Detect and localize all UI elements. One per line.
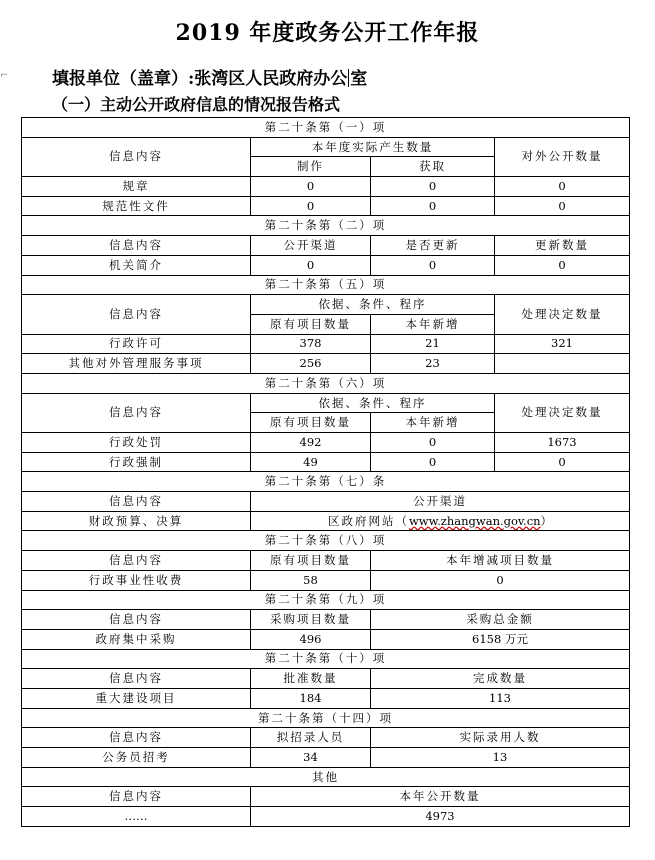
section-header: 第二十条第（一）项 [22, 118, 630, 138]
table-row [22, 629, 630, 649]
reporting-unit [52, 64, 367, 89]
table-row [22, 570, 630, 590]
col-header-info: 信息内容 [22, 295, 251, 334]
row-label: 公务员招考 [22, 748, 251, 768]
col-header-info: 信息内容 [22, 787, 251, 807]
table-row [22, 236, 630, 256]
table-row [22, 688, 630, 708]
cell-value: 492 [251, 433, 371, 453]
cell-value: 21 [371, 334, 495, 354]
table-row [22, 452, 630, 472]
row-label: 行政处罚 [22, 433, 251, 453]
channel-text-end: ） [540, 513, 553, 528]
cell-value: 1673 [495, 433, 630, 453]
cell-value: 0 [251, 255, 371, 275]
col-header-done: 完成数量 [371, 669, 630, 689]
section-header-row [22, 472, 630, 492]
col-header-planned: 拟招录人员 [251, 728, 371, 748]
row-label: 其他对外管理服务事项 [22, 354, 251, 374]
cell-value: 58 [251, 570, 371, 590]
table-row [22, 551, 630, 571]
row-label: …… [22, 807, 251, 827]
section-header-row [22, 216, 630, 236]
cell-value: 34 [251, 748, 371, 768]
col-header-public: 本年公开数量 [251, 787, 630, 807]
col-header-count: 采购项目数量 [251, 610, 371, 630]
cell-value: 13 [371, 748, 630, 768]
table-row [22, 255, 630, 275]
cell-value: 0 [371, 433, 495, 453]
cell-value: 0 [371, 452, 495, 472]
cell-value: 0 [371, 255, 495, 275]
col-header-channel: 公开渠道 [251, 236, 371, 256]
channel-text: 区政府网站（ [327, 513, 409, 528]
col-header-approved: 批准数量 [251, 669, 371, 689]
col-header-info: 信息内容 [22, 393, 251, 432]
cell-value: 0 [371, 570, 630, 590]
cell-value: 0 [495, 452, 630, 472]
cell-value [251, 511, 630, 531]
cell-value: 0 [251, 177, 371, 197]
col-header-decision: 处理决定数量 [495, 393, 630, 432]
cell-value: 4973 [251, 807, 630, 827]
section-header: 第二十条第（八）项 [22, 531, 630, 551]
table-row [22, 492, 630, 512]
table-row [22, 511, 630, 531]
col-header-existing: 原有项目数量 [251, 551, 371, 571]
row-label: 机关简介 [22, 255, 251, 275]
table-row [22, 728, 630, 748]
section-header: 第二十条第（九）项 [22, 590, 630, 610]
section-header: 第二十条第（五）项 [22, 275, 630, 295]
col-header-channel: 公开渠道 [251, 492, 630, 512]
table-row [22, 807, 630, 827]
row-label: 规章 [22, 177, 251, 197]
col-header-updated: 是否更新 [371, 236, 495, 256]
col-header-total: 采购总金额 [371, 610, 630, 630]
cell-value: 0 [495, 177, 630, 197]
report-table [21, 117, 630, 827]
section-header: 第二十条第（二）项 [22, 216, 630, 236]
cell-value: 256 [251, 354, 371, 374]
col-header-existing: 原有项目数量 [251, 314, 371, 334]
row-label: 行政强制 [22, 452, 251, 472]
section-subtitle: （一）主动公开政府信息的情况报告格式 [52, 95, 341, 114]
cell-value: 0 [371, 177, 495, 197]
col-header-decision: 处理决定数量 [495, 295, 630, 334]
table-row [22, 354, 630, 374]
col-header-new: 本年新增 [371, 413, 495, 433]
section-header-row [22, 649, 630, 669]
col-header-info: 信息内容 [22, 137, 251, 176]
table-row [22, 196, 630, 216]
table-row [22, 610, 630, 630]
cell-value: 378 [251, 334, 371, 354]
row-label: 规范性文件 [22, 196, 251, 216]
col-header-make: 制作 [251, 157, 371, 177]
reporting-unit-name: 张湾区人民政府办公 [194, 69, 348, 89]
section-header-row [22, 118, 630, 138]
cell-value: 0 [371, 196, 495, 216]
website-url: www.zhangwan.gov.cn [408, 513, 541, 528]
cell-value: 0 [251, 196, 371, 216]
row-label: 重大建设项目 [22, 688, 251, 708]
section-header-row [22, 531, 630, 551]
cell-value: 23 [371, 354, 495, 374]
col-header-info: 信息内容 [22, 492, 251, 512]
col-header-obtain: 获取 [371, 157, 495, 177]
cell-value: 184 [251, 688, 371, 708]
cell-value: 0 [495, 255, 630, 275]
section-header: 第二十条第（十）项 [22, 649, 630, 669]
report-title: 2019 年度政务公开工作年报 [175, 20, 480, 46]
table-row [22, 787, 630, 807]
section-header: 其他 [22, 767, 630, 787]
col-header-new: 本年新增 [371, 314, 495, 334]
section-header-row [22, 708, 630, 728]
col-header-info: 信息内容 [22, 728, 251, 748]
cell-value: 321 [495, 334, 630, 354]
reporting-unit-name-end: 室 [350, 69, 368, 89]
col-header-public: 对外公开数量 [495, 137, 630, 176]
corner-mark: ⌐ [0, 70, 9, 81]
cell-value: 6158 万元 [371, 629, 630, 649]
table-row [22, 177, 630, 197]
cell-value [495, 354, 630, 374]
cell-value: 113 [371, 688, 630, 708]
section-header-row [22, 373, 630, 393]
col-header-info: 信息内容 [22, 669, 251, 689]
table-row [22, 748, 630, 768]
col-header-produced: 本年度实际产生数量 [251, 137, 495, 157]
section-header: 第二十条第（七）条 [22, 472, 630, 492]
row-label: 政府集中采购 [22, 629, 251, 649]
col-header-basis: 依据、条件、程序 [251, 393, 495, 413]
col-header-actual: 实际录用人数 [371, 728, 630, 748]
section-header-row [22, 275, 630, 295]
section-header: 第二十条第（六）项 [22, 373, 630, 393]
col-header-info: 信息内容 [22, 610, 251, 630]
row-label: 行政许可 [22, 334, 251, 354]
section-header-row [22, 767, 630, 787]
cell-value: 0 [495, 196, 630, 216]
table-row [22, 137, 630, 157]
table-row [22, 334, 630, 354]
table-row [22, 669, 630, 689]
row-label: 行政事业性收费 [22, 570, 251, 590]
reporting-unit-label: 填报单位（盖章）: [52, 69, 195, 89]
table-row [22, 393, 630, 413]
cell-value: 49 [251, 452, 371, 472]
col-header-change: 本年增减项目数量 [371, 551, 630, 571]
col-header-existing: 原有项目数量 [251, 413, 371, 433]
table-row [22, 433, 630, 453]
section-header-row [22, 590, 630, 610]
row-label: 财政预算、决算 [22, 511, 251, 531]
table-row [22, 295, 630, 315]
section-header: 第二十条第（十四）项 [22, 708, 630, 728]
col-header-basis: 依据、条件、程序 [251, 295, 495, 315]
col-header-info: 信息内容 [22, 236, 251, 256]
cell-value: 496 [251, 629, 371, 649]
col-header-update-count: 更新数量 [495, 236, 630, 256]
col-header-info: 信息内容 [22, 551, 251, 571]
